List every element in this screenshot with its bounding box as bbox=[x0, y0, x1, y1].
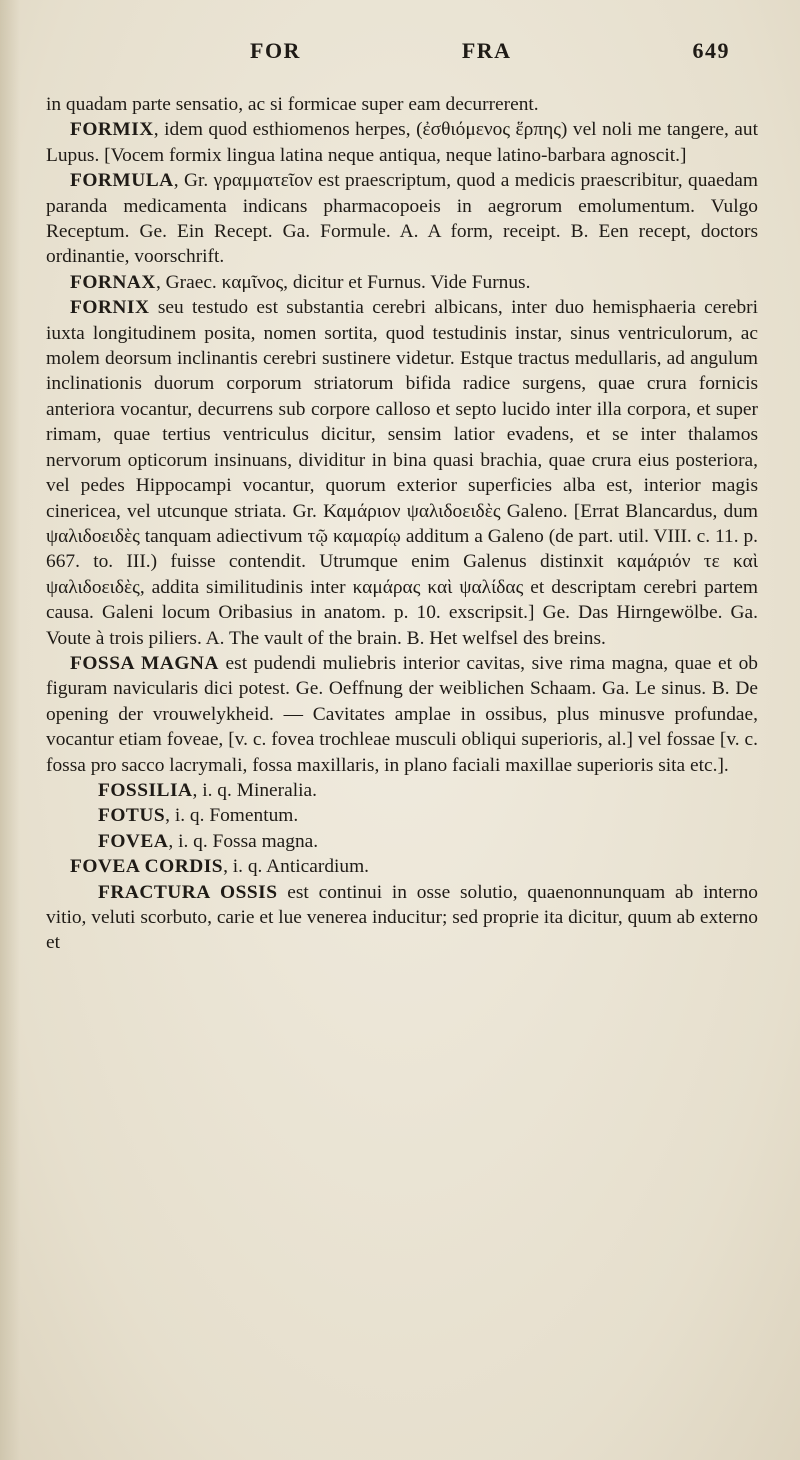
entry-fossa-magna bbox=[46, 651, 758, 778]
entry-fossilia bbox=[46, 778, 758, 803]
entry-formula bbox=[46, 168, 758, 270]
page-edge-shadow bbox=[0, 0, 20, 1460]
entry-text: , i. q. Fomentum. bbox=[165, 805, 299, 827]
entry-headword: FOVEA CORDIS bbox=[70, 856, 224, 878]
entry-text: , i. q. Mineralia. bbox=[192, 779, 317, 801]
entry-headword: FOTUS bbox=[98, 805, 166, 827]
entry-headword: FORMIX bbox=[70, 119, 154, 141]
entry-fornix bbox=[46, 295, 758, 651]
entry-headword: FOSSILIA bbox=[98, 779, 193, 801]
entry-text: seu testudo est substantia cerebri albicans, inter duo hemisphaeria cerebri iuxta longitudinem posita, nomen sortita, quod testudinis instar, sinus ventriculorum, ac molem deorsum inclinantis cerebri sustinere videtur. Estque tractus medullaris, ad angulum inclinationis duorum corporum striatorum bifida radice surgens, quae crura fornicis anteriora vocantur, decurrens sub corpore calloso et septo lucido inter illa corpora, et super rimam, quae tertius ventriculus dicitur, sensim latior evadens, et se inter thalamos nervorum opticorum insinuans, dividitur in bina quasi brachia, quae crura eius posteriora, vel pedes Hippocampi vocantur, quorum exterior superficies alba est, interior magis cinericea, vel utcunque striata. Gr. Καμάριον ψαλιδοειδὲς Galeno. [Errat Blancardus, dum ψαλιδοειδὲς tanquam adiectivum τῷ καμαρίῳ additum a Galeno (de part. util. VIII. c. 11. p. 667. to. III.) fuisse contendit. Utrumque enim Galenus distinxit καμάριόν τε καὶ ψαλιδοειδὲς, addita similitudinis inter καμάρας καὶ ψαλίδας et descriptam cerebri partem causa. Galeni locum Oribasius in anatom. p. 10. exscripsit.] Ge. Das Hirngewölbe. Ga. Voute à trois piliers. A. The vault of the brain. B. Het welfsel des breins. bbox=[46, 297, 758, 649]
entry-headword: FORMULA bbox=[70, 170, 174, 192]
entry-fractura-ossis bbox=[46, 880, 758, 956]
entry-headword: FOVEA bbox=[98, 830, 169, 852]
entry-headword: FOSSA MAGNA bbox=[70, 652, 219, 674]
entry-fovea bbox=[46, 829, 758, 854]
entry-fovea-cordis bbox=[46, 854, 758, 879]
running-header bbox=[250, 38, 730, 64]
page-number: 649 bbox=[692, 38, 730, 63]
entry-text: est pudendi muliebris interior cavitas, sive rima magna, quae et ob figuram navicularis dici potest. Ge. Oeffnung der weiblichen Schaam. Ga. Le sinus. B. De opening der vrouwelykheid. — Cavitates amplae in ossibus, plus minusve profundae, vocantur etiam foveae, [v. c. fovea trochleae musculi obliqui superioris, al.] vel fossae [v. c. fossa pro sacco lacrymali, fossa maxillaris, in plano faciali maxillae superioris sita etc.]. bbox=[46, 652, 758, 776]
body-text bbox=[46, 92, 758, 956]
header-middle-word: FRA bbox=[461, 38, 512, 63]
entry-text: , i. q. Anticardium. bbox=[223, 856, 370, 878]
header-left-word: FOR bbox=[250, 38, 301, 63]
entry-text: , i. q. Fossa magna. bbox=[168, 830, 319, 852]
entry-fotus bbox=[46, 803, 758, 828]
entry-text: , Graec. καμῖνος, dicitur et Furnus. Vide Furnus. bbox=[155, 271, 531, 293]
entry-headword: FORNIX bbox=[70, 297, 150, 319]
entry-text: est continui in osse solutio, quaenonnunquam ab interno vitio, veluti scorbuto, carie et lue venerea inducitur; sed proprie ita dicitur, quum ab externo et bbox=[46, 881, 759, 954]
entry-headword: FRACTURA OSSIS bbox=[98, 881, 278, 903]
entry-text: , Gr. γραμματεῖον est praescriptum, quod a medicis praescribitur, quaedam paranda medicamenta indicans pharmacopoeis in aegrorum emolumentum. Vulgo Receptum. Ge. Ein Recept. Ga. Formule. A. A form, receipt. B. Een recept, doctors ordinantie, voorschrift. bbox=[46, 170, 758, 268]
entry-text: in quadam parte sensatio, ac si formicae super eam decurrerent. bbox=[46, 94, 539, 115]
entry-continuation bbox=[46, 92, 758, 117]
entry-formix bbox=[46, 117, 758, 168]
entry-text: , idem quod esthiomenos herpes, (ἐσθιόμενος ἕρπης) vel noli me tangere, aut Lupus. [Vocem formix lingua latina neque antiqua, neque latino-barbara agnoscit.] bbox=[46, 119, 758, 166]
entry-fornax bbox=[46, 270, 758, 295]
entry-headword: FORNAX bbox=[70, 271, 156, 293]
